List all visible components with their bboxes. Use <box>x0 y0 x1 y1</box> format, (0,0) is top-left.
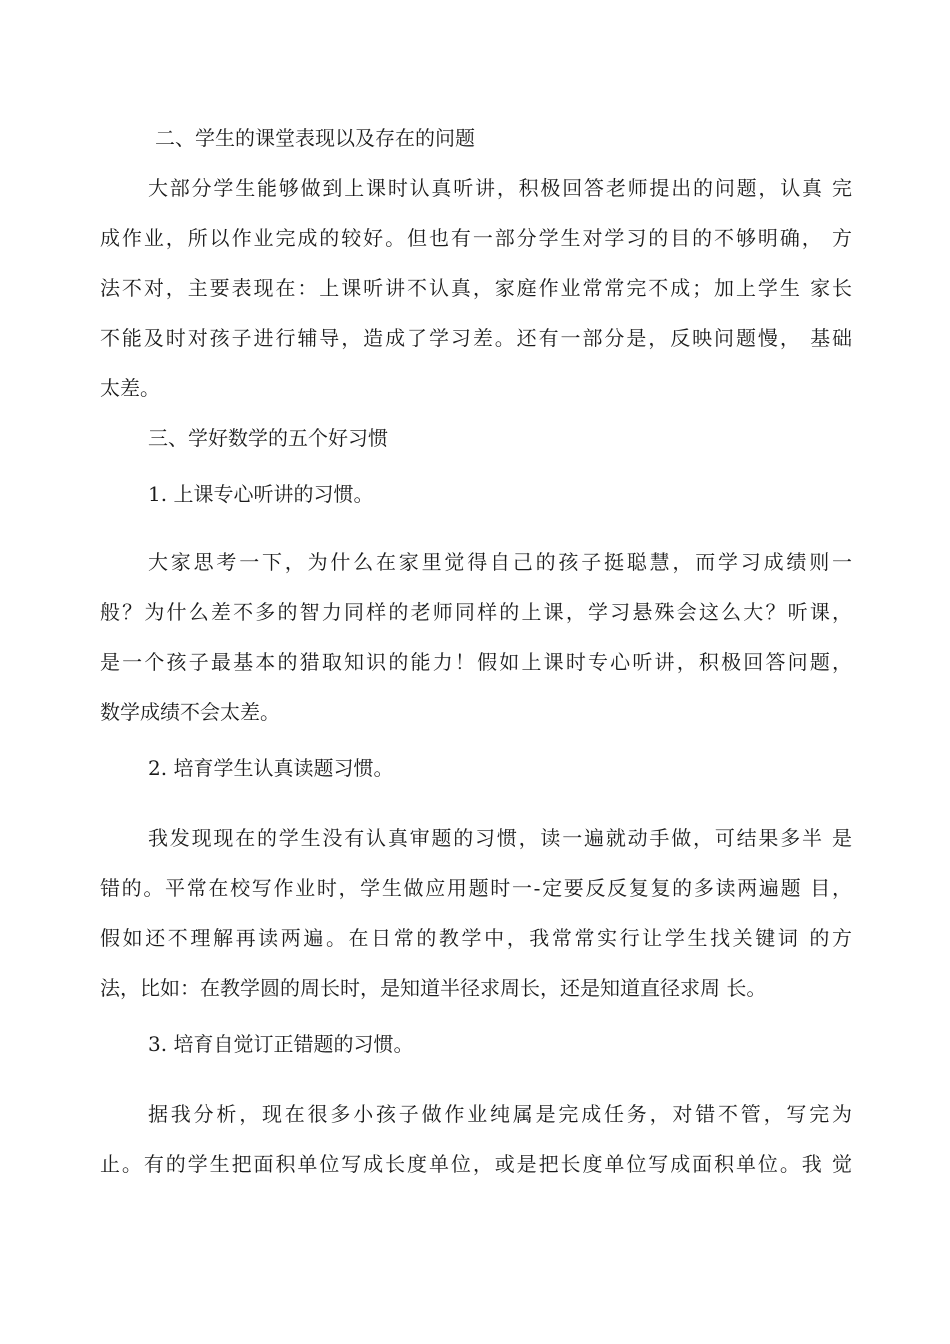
habit-title: 2. 培育学生认真读题习惯。 <box>148 756 394 780</box>
paragraph-line: 止。有的学生把面积单位写成长度单位，或是把长度单位写成面积单位。我 觉 <box>100 1152 852 1176</box>
paragraph-line: 般？为什么差不多的智力同样的老师同样的上课，学习悬殊会这么大？听课， <box>100 600 852 624</box>
paragraph-line: 法不对，主要表现在：上课听讲不认真，家庭作业常常完不成；加上学生 家长 <box>100 276 852 300</box>
paragraph-line: 太差。 <box>100 376 160 400</box>
paragraph-line: 据我分析，现在很多小孩子做作业纯属是完成任务，对错不管，写完为 <box>148 1102 852 1126</box>
paragraph-line: 错的。平常在校写作业时，学生做应用题时一-定要反反复复的多读两遍题 目， <box>100 876 852 900</box>
section-heading: 三、学好数学的五个好习惯 <box>148 426 388 450</box>
paragraph-line: 数学成绩不会太差。 <box>100 700 280 724</box>
paragraph-line: 假如还不理解再读两遍。在日常的教学中，我常常实行让学生找关键词 的方 <box>100 926 852 950</box>
section-heading: 二、学生的课堂表现以及存在的问题 <box>155 126 475 150</box>
habit-title: 3. 培育自觉订正错题的习惯。 <box>148 1032 414 1056</box>
paragraph-line: 是一个孩子最基本的猎取知识的能力！假如上课时专心听讲，积极回答问题， <box>100 650 852 674</box>
paragraph-line: 法，比如：在教学圆的周长时，是知道半径求周长，还是知道直径求周 长。 <box>100 976 767 1000</box>
paragraph-line: 我发现现在的学生没有认真审题的习惯，读一遍就动手做，可结果多半 是 <box>148 826 852 850</box>
paragraph-line: 大家思考一下，为什么在家里觉得自己的孩子挺聪慧，而学习成绩则一 <box>148 550 852 574</box>
habit-title: 1. 上课专心听讲的习惯。 <box>148 482 374 506</box>
paragraph-line: 不能及时对孩子进行辅导，造成了学习差。还有一部分是，反映问题慢， 基础 <box>100 326 852 350</box>
paragraph-line: 成作业，所以作业完成的较好。但也有一部分学生对学习的目的不够明确， 方 <box>100 226 852 250</box>
paragraph-line: 大部分学生能够做到上课时认真听讲，积极回答老师提出的问题，认真 完 <box>148 176 852 200</box>
